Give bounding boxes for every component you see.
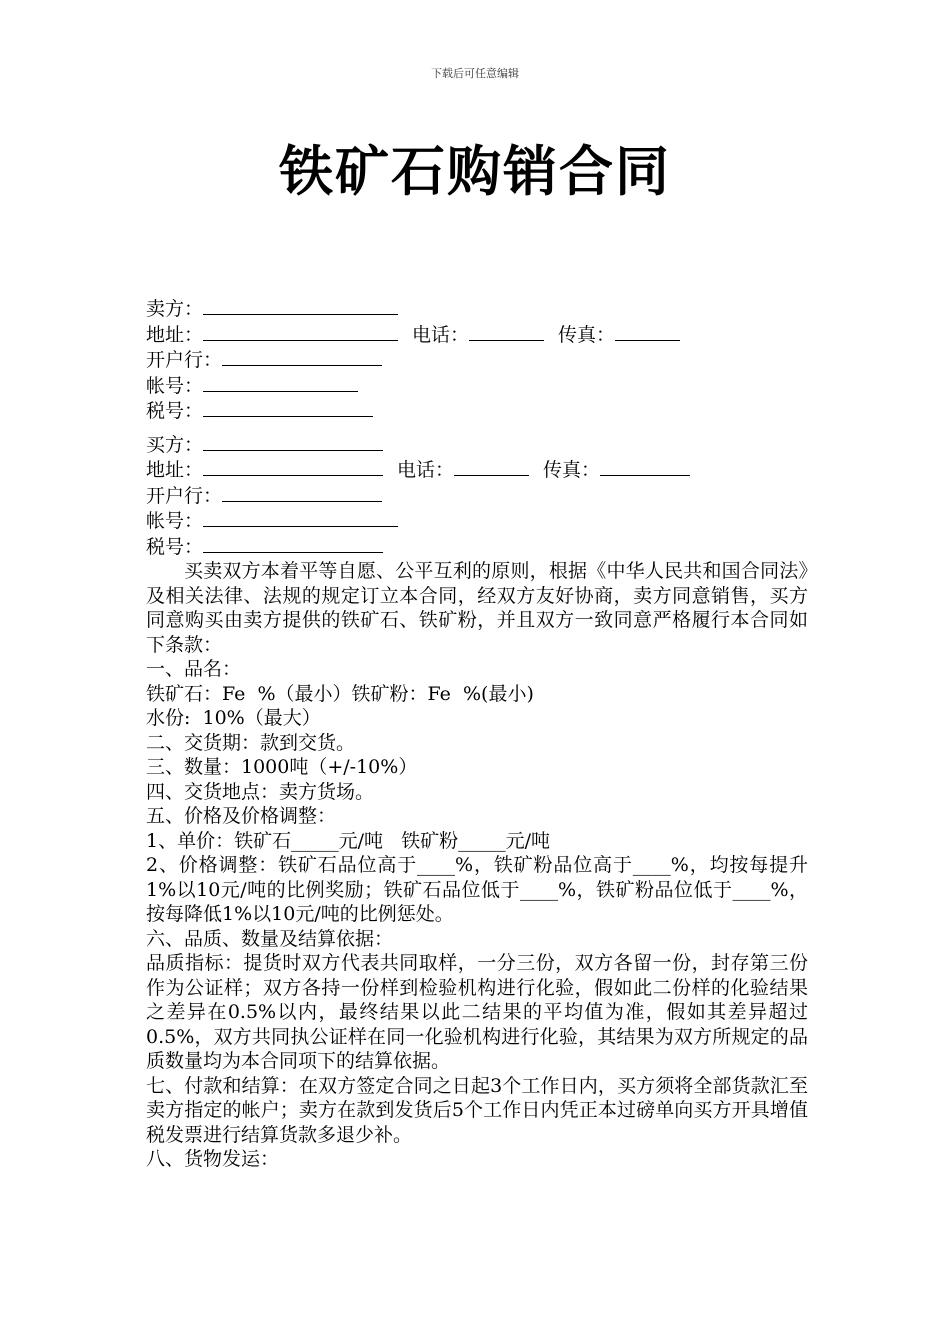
- section-6-body: 品质指标：提货时双方代表共同取样，一分三份，双方各留一份，封存第三份作为公证样；双方各持一份样到检验机构进行化验，假如此二份样的化验结果之差异在0.5%以内，最终结果以此二结果的平均值为准，假如其差异超过0.5%，双方共同执公证样在同一化验机构进行化验，其结果为双方所规定的品质数量均为本合同项下的结算依据。: [146, 952, 808, 1072]
- buyer-address-line: [146, 457, 808, 483]
- section-5-title: 五、价格及价格调整：: [146, 805, 337, 827]
- section-1-title: 一、品名：: [146, 658, 242, 680]
- seller-bank-label: 开户行：: [146, 349, 223, 371]
- section-5-price-adjustment: 2、价格调整：铁矿石品位高于____%，铁矿粉品位高于____%，均按每提升1%以10元/吨的比例奖励；铁矿石品位低于____%，铁矿粉品位低于____%，按每降低1%以10元/吨的比例惩处。: [146, 854, 808, 925]
- buyer-address-label: 地址：: [146, 459, 204, 481]
- buyer-phone-blank[interactable]: [454, 457, 529, 476]
- intro-paragraph: 买卖双方本着平等自愿、公平互利的原则，根据《中华人民共和国合同法》及相关法律、法规的规定订立本合同，经双方友好协商，卖方同意销售，买方同意购买由卖方提供的铁矿石、铁矿粉，并且双方一致同意严格履行本合同如下条款：: [146, 560, 808, 656]
- seller-fax-blank[interactable]: [615, 322, 680, 341]
- section-5-unit-price: 1、单价：铁矿石_____元/吨 铁矿粉_____元/吨: [146, 829, 551, 852]
- buyer-bank-label: 开户行：: [146, 484, 223, 507]
- buyer-label: 买方：: [146, 433, 204, 456]
- buyer-bank-blank[interactable]: [222, 483, 382, 502]
- buyer-account-line: [146, 508, 808, 534]
- buyer-fax-blank[interactable]: [600, 457, 690, 476]
- buyer-info: [146, 432, 808, 560]
- section-7-payment: 七、付款和结算：在双方签定合同之日起3个工作日内，买方须将全部货款汇至卖方指定的帐户；卖方在款到发货后5个工作日内凭正本过磅单向买方开具增值税发票进行结算货款多退少补。: [146, 1074, 808, 1146]
- buyer-fax-label: 传真：: [543, 459, 601, 481]
- header-note: 下载后可任意编辑: [431, 67, 519, 80]
- buyer-address-blank[interactable]: [203, 457, 383, 476]
- section-2-delivery-date: 二、交货期：款到交货。: [146, 731, 356, 754]
- buyer-tax-blank[interactable]: [203, 534, 383, 553]
- seller-label: 卖方：: [146, 298, 204, 320]
- seller-line: [146, 296, 808, 322]
- buyer-account-label: 帐号：: [146, 510, 204, 532]
- buyer-name-blank[interactable]: [203, 432, 383, 451]
- seller-info: [146, 296, 808, 424]
- buyer-account-blank[interactable]: [203, 508, 398, 527]
- seller-bank-blank[interactable]: [222, 347, 382, 366]
- buyer-phone-label: 电话：: [397, 459, 455, 481]
- seller-bank-line: [146, 347, 808, 373]
- section-8-title: 八、货物发运：: [146, 1148, 280, 1170]
- seller-account-blank[interactable]: [203, 373, 358, 392]
- seller-address-line: [146, 322, 808, 348]
- seller-account-label: 帐号：: [146, 374, 204, 397]
- contract-body: [146, 296, 808, 1172]
- seller-tax-label: 税号：: [146, 400, 204, 422]
- seller-address-label: 地址：: [146, 323, 204, 346]
- section-3-quantity: 三、数量：1000吨（+/-10%）: [146, 756, 418, 778]
- buyer-tax-label: 税号：: [146, 535, 204, 558]
- seller-fax-label: 传真：: [558, 323, 616, 346]
- section-4-delivery-place: 四、交货地点：卖方货场。: [146, 780, 375, 803]
- buyer-tax-line: [146, 534, 808, 560]
- seller-name-blank[interactable]: [203, 296, 398, 315]
- seller-phone-label: 电话：: [412, 323, 470, 346]
- seller-phone-blank[interactable]: [469, 322, 544, 341]
- section-1-moisture: 水份: 10%（最大）: [146, 707, 321, 729]
- buyer-bank-line: [146, 483, 808, 509]
- buyer-line: [146, 432, 808, 458]
- section-6-title: 六、品质、数量及结算依据：: [146, 927, 394, 950]
- seller-account-line: [146, 373, 808, 399]
- seller-tax-line: [146, 398, 808, 424]
- section-1-ore-grade: 铁矿石：Fe %（最小）铁矿粉：Fe %(最小): [146, 682, 534, 705]
- seller-tax-blank[interactable]: [203, 398, 373, 417]
- seller-address-blank[interactable]: [203, 322, 398, 341]
- document-title: 铁矿石购销合同: [279, 139, 671, 203]
